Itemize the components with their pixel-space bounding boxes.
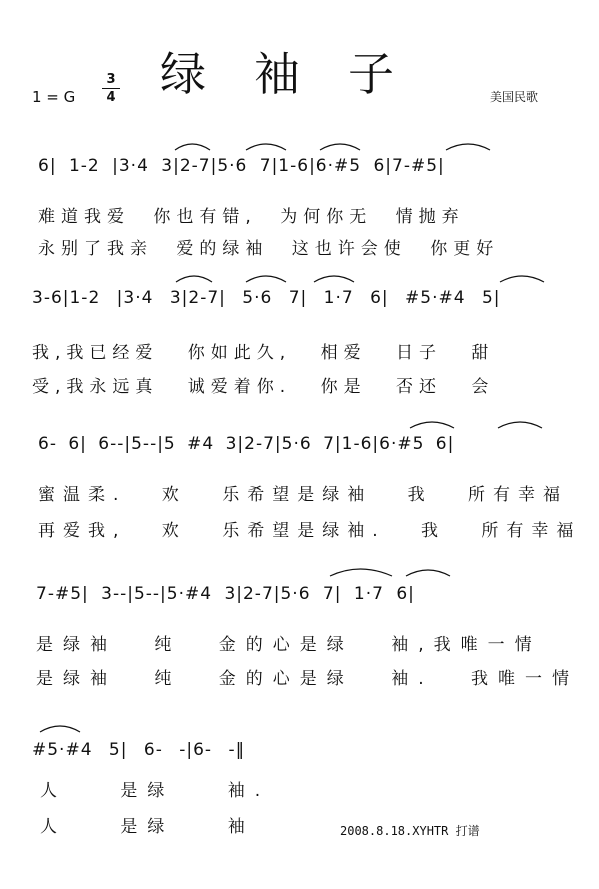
lyric-line: 蜜温柔. 欢 乐希望是绿袖 我 所有幸福: [38, 485, 569, 505]
lyric-line: 受,我永远真 诚爱着你. 你是 否还 会: [32, 377, 495, 397]
transcriber-credit: 2008.8.18.XYHTR 打谱: [340, 824, 480, 838]
lyric-line: 我,我已经爱 你如此久, 相爱 日子 甜: [32, 343, 495, 363]
slur: [246, 276, 286, 282]
lyric-line: 是绿袖 纯 金的心是绿 袖. 我唯一情: [36, 669, 580, 689]
slur: [320, 144, 360, 150]
slur: [330, 569, 392, 576]
slur: [406, 570, 450, 576]
meter-top: 3: [106, 72, 116, 87]
lyric-line: 再爱我, 欢 乐希望是绿袖. 我 所有幸福: [38, 521, 582, 541]
slur: [498, 422, 542, 428]
meter-bottom: 4: [106, 90, 116, 105]
key-signature: 1 = G: [32, 88, 76, 106]
slur: [314, 276, 354, 282]
lyric-line: 人 是绿 袖: [40, 817, 255, 837]
slur: [40, 726, 80, 732]
lyric-line: 是绿袖 纯 金的心是绿 袖,我唯一情: [36, 635, 542, 655]
notation-line: 3-6|1-2 |3·4 3|2-7| 5·6 7| 1·7 6| #5·#4 5|: [32, 288, 501, 308]
slur: [176, 276, 212, 282]
slur: [500, 276, 544, 282]
lyric-line: 人 是绿 袖.: [40, 781, 271, 801]
lyric-line: 难道我爱 你也有错, 为何你无 情抛弃: [38, 207, 465, 227]
notation-line: 6| 1-2 |3·4 3|2-7|5·6 7|1-6|6·#5 6|7-#5|: [38, 156, 445, 176]
lyric-line: 永别了我亲 爱的绿袖 这也许会使 你更好: [38, 239, 500, 259]
song-title: 绿袖子: [160, 47, 442, 101]
slur: [246, 144, 286, 150]
notation-line: #5·#4 5| 6- -|6- -‖: [32, 740, 246, 760]
song-origin: 美国民歌: [490, 90, 539, 104]
notation-line: 7-#5| 3--|5--|5·#4 3|2-7|5·6 7| 1·7 6|: [36, 584, 415, 604]
slur: [410, 422, 454, 428]
notation-line: 6- 6| 6--|5--|5 #4 3|2-7|5·6 7|1-6|6·#5 6|: [38, 434, 455, 454]
slur: [446, 144, 490, 150]
slur: [175, 144, 210, 150]
